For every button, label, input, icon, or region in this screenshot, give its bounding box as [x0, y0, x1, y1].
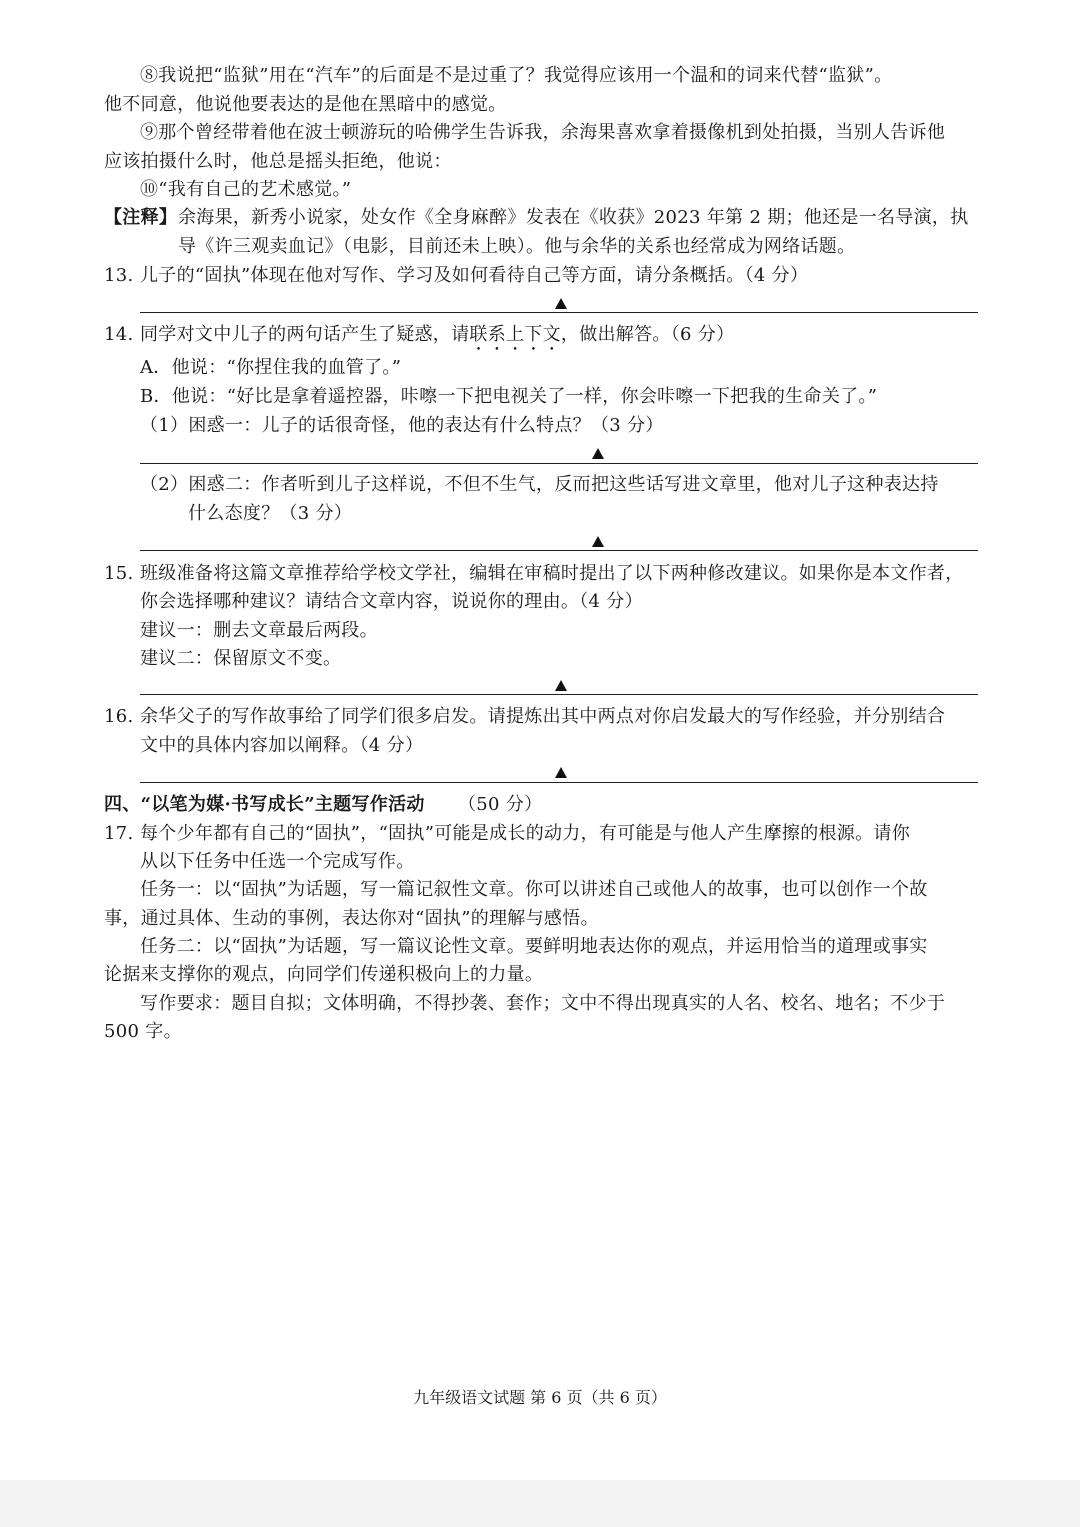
question-14-number: 14. — [104, 324, 134, 345]
question-14-sub-2-line-1: （2）困惑二：作者听到儿子这样说，不但不生气，反而把这些话写进文章里，他对儿子这种表达持 — [140, 474, 939, 495]
question-17-number: 17. — [104, 823, 134, 844]
question-15-suggestion-2: 建议二：保留原文不变。 — [140, 648, 342, 669]
question-14-1-answer-line[interactable] — [140, 449, 978, 464]
question-15-answer-line[interactable] — [140, 680, 978, 695]
question-16-answer-line[interactable] — [140, 768, 978, 783]
question-14-text-before: 同学对文中儿子的两句话产生了疑惑，请 — [140, 324, 470, 345]
question-13-number: 13. — [104, 265, 134, 286]
question-16-line-1: 余华父子的写作故事给了同学们很多启发。请提炼出其中两点对你启发最大的写作经验，并分别结合 — [140, 706, 946, 727]
question-14-option-a: A．他说：“你捏住我的血管了。” — [140, 357, 402, 378]
note-label: 【注释】 — [104, 207, 178, 228]
question-16-number: 16. — [104, 706, 134, 727]
question-17-task-2-line-2: 论据来支撑你的观点，向同学们传递积极向上的力量。 — [104, 964, 544, 985]
question-17-line-2: 从以下任务中任选一个完成写作。 — [140, 851, 415, 872]
section-4-points: （50 分） — [458, 794, 543, 815]
paragraph-10: ⑩“我有自己的艺术感觉。” — [140, 179, 352, 200]
paragraph-9-line-2: 应该拍摄什么时，他总是摇头拒绝，他说： — [104, 151, 452, 172]
paragraph-8-line-2: 他不同意，他说他要表达的是他在黑暗中的感觉。 — [104, 94, 507, 115]
question-17-task-2-line-1: 任务二：以“固执”为话题，写一篇议论性文章。要鲜明地表达你的观点，并运用恰当的道理或事实 — [140, 936, 928, 957]
question-15-line-2: 你会选择哪种建议？请结合文章内容，说说你的理由。（4 分） — [140, 591, 643, 612]
question-15-line-1: 班级准备将这篇文章推荐给学校文学社，编辑在审稿时提出了以下两种修改建议。如果你是本文作者， — [140, 563, 964, 584]
question-14-sub-1: （1）困惑一：儿子的话很奇怪，他的表达有什么特点？（3 分） — [140, 415, 664, 436]
question-16-line-2: 文中的具体内容加以阐释。（4 分） — [140, 735, 424, 756]
note-line-1: 余海果，新秀小说家，处女作《全身麻醉》发表在《收获》2023 年第 2 期；他还是一名导演，执 — [178, 207, 969, 228]
question-14-option-b: B．他说：“好比是拿着遥控器，咔嚓一下把电视关了一样，你会咔嚓一下把我的生命关了。” — [140, 386, 878, 407]
question-17-task-1-line-2: 事，通过具体、生动的事例，表达你对“固执”的理解与感悟。 — [104, 908, 599, 929]
question-17-line-1: 每个少年都有自己的“固执”，“固执”可能是成长的动力，有可能是与他人产生摩擦的根源。请你 — [140, 823, 911, 844]
paragraph-9-line-1: ⑨那个曾经带着他在波士顿游玩的哈佛学生告诉我，余海果喜欢拿着摄像机到处拍摄，当别人告诉他 — [140, 122, 946, 143]
page-footer: 九年级语文试题 第 6 页（共 6 页） — [413, 1388, 667, 1407]
question-14-text — [140, 321, 734, 355]
question-13-text: 儿子的“固执”体现在他对写作、学习及如何看待自己等方面，请分条概括。（4 分） — [140, 265, 809, 286]
question-17-requirements-line-2: 500 字。 — [104, 1021, 182, 1042]
section-4-title: 四、“以笔为媒·书写成长”主题写作活动 — [104, 794, 425, 815]
question-14-text-emphasis: 联系上下文 — [469, 324, 561, 345]
question-14-sub-2-line-2: 什么态度？（3 分） — [188, 503, 353, 524]
question-15-suggestion-1: 建议一：删去文章最后两段。 — [140, 620, 378, 641]
paragraph-8-line-1: ⑧我说把“监狱”用在“汽车”的后面是不是过重了？我觉得应该用一个温和的词来代替“监狱”。 — [140, 65, 893, 86]
question-17-requirements-line-1: 写作要求：题目自拟；文体明确，不得抄袭、套作；文中不得出现真实的人名、校名、地名；不少于 — [140, 993, 946, 1014]
question-14-2-answer-line[interactable] — [140, 536, 978, 551]
question-15-number: 15. — [104, 563, 134, 584]
bottom-margin — [0, 1480, 1080, 1527]
note-line-2: 导《许三观卖血记》（电影，目前还未上映）。他与余华的关系也经常成为网络话题。 — [178, 236, 856, 257]
question-13-answer-line[interactable] — [140, 298, 978, 313]
question-14-text-after: ，做出解答。（6 分） — [560, 324, 735, 345]
question-17-task-1-line-1: 任务一：以“固执”为话题，写一篇记叙性文章。你可以讲述自己或他人的故事，也可以创作一个故 — [140, 879, 928, 900]
